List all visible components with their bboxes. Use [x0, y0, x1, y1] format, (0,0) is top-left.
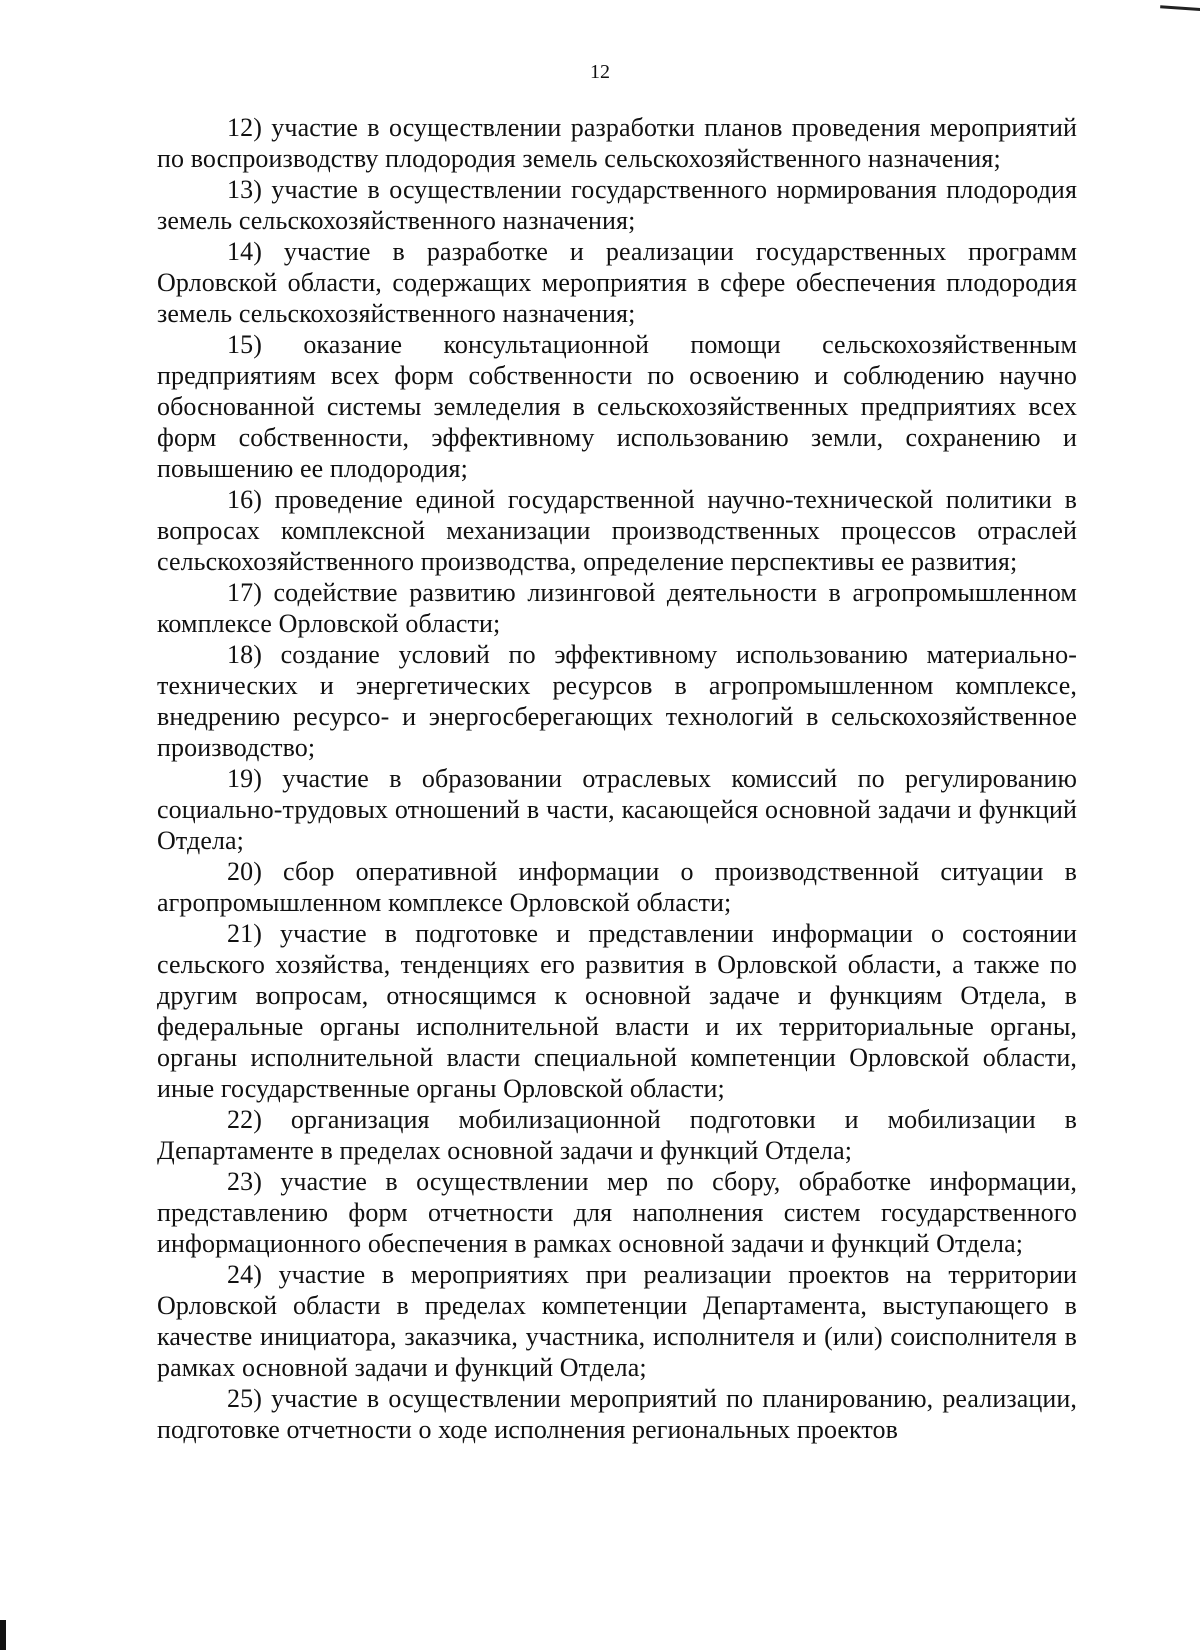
scan-edge-mark: [0, 1620, 6, 1650]
list-item: 15) оказание консультационной помощи сельскохозяйственным предприятиям всех форм собственности по освоению и соблюдению научно обоснованной системы земледелия в сельскохозяйственных предприятиях всех форм собственности, эффективному использованию земли, сохранению и повышению ее плодородия;: [157, 330, 1077, 483]
list-item: 20) сбор оперативной информации о производственной ситуации в агропромышленном комплексе Орловской области;: [157, 857, 1077, 917]
list-item: 18) создание условий по эффективному использованию материально-технических и энергетических ресурсов в агропромышленном комплексе, внедрению ресурсо- и энергосберегающих технологий в сельскохозяйственное производство;: [157, 640, 1077, 762]
list-item: 25) участие в осуществлении мероприятий по планированию, реализации, подготовке отчетности о ходе исполнения региональных проектов: [157, 1384, 1077, 1444]
list-item: 21) участие в подготовке и представлении информации о состоянии сельского хозяйства, тенденциях его развития в Орловской области, а также по другим вопросам, относящимся к основной задаче и функциям Отдела, в федеральные органы исполнительной власти и их территориальные органы, органы исполнительной власти специальной компетенции Орловской области, иные государственные органы Орловской области;: [157, 919, 1077, 1103]
list-item: 24) участие в мероприятиях при реализации проектов на территории Орловской области в пределах компетенции Департамента, выступающего в качестве инициатора, заказчика, участника, исполнителя и (или) соисполнителя в рамках основной задачи и функций Отдела;: [157, 1260, 1077, 1382]
page-number: 12: [590, 61, 610, 83]
list-item: 16) проведение единой государственной научно-технической политики в вопросах комплексной механизации производственных процессов отраслей сельскохозяйственного производства, определение перспективы ее развития;: [157, 485, 1077, 576]
list-item: 12) участие в осуществлении разработки планов проведения мероприятий по воспроизводству плодородия земель сельскохозяйственного назначения;: [157, 113, 1077, 173]
list-item: 14) участие в разработке и реализации государственных программ Орловской области, содержащих мероприятия в сфере обеспечения плодородия земель сельскохозяйственного назначения;: [157, 237, 1077, 328]
list-item: 19) участие в образовании отраслевых комиссий по регулированию социально-трудовых отношений в части, касающейся основной задачи и функций Отдела;: [157, 764, 1077, 855]
document-body: [157, 112, 1077, 1445]
list-item: 17) содействие развитию лизинговой деятельности в агропромышленном комплексе Орловской области;: [157, 578, 1077, 638]
list-item: 22) организация мобилизационной подготовки и мобилизации в Департаменте в пределах основной задачи и функций Отдела;: [157, 1105, 1077, 1165]
scan-edge-mark: [1160, 0, 1200, 11]
list-item: 23) участие в осуществлении мер по сбору, обработке информации, представлению форм отчетности для наполнения систем государственного информационного обеспечения в рамках основной задачи и функций Отдела;: [157, 1167, 1077, 1258]
list-item: 13) участие в осуществлении государственного нормирования плодородия земель сельскохозяйственного назначения;: [157, 175, 1077, 235]
